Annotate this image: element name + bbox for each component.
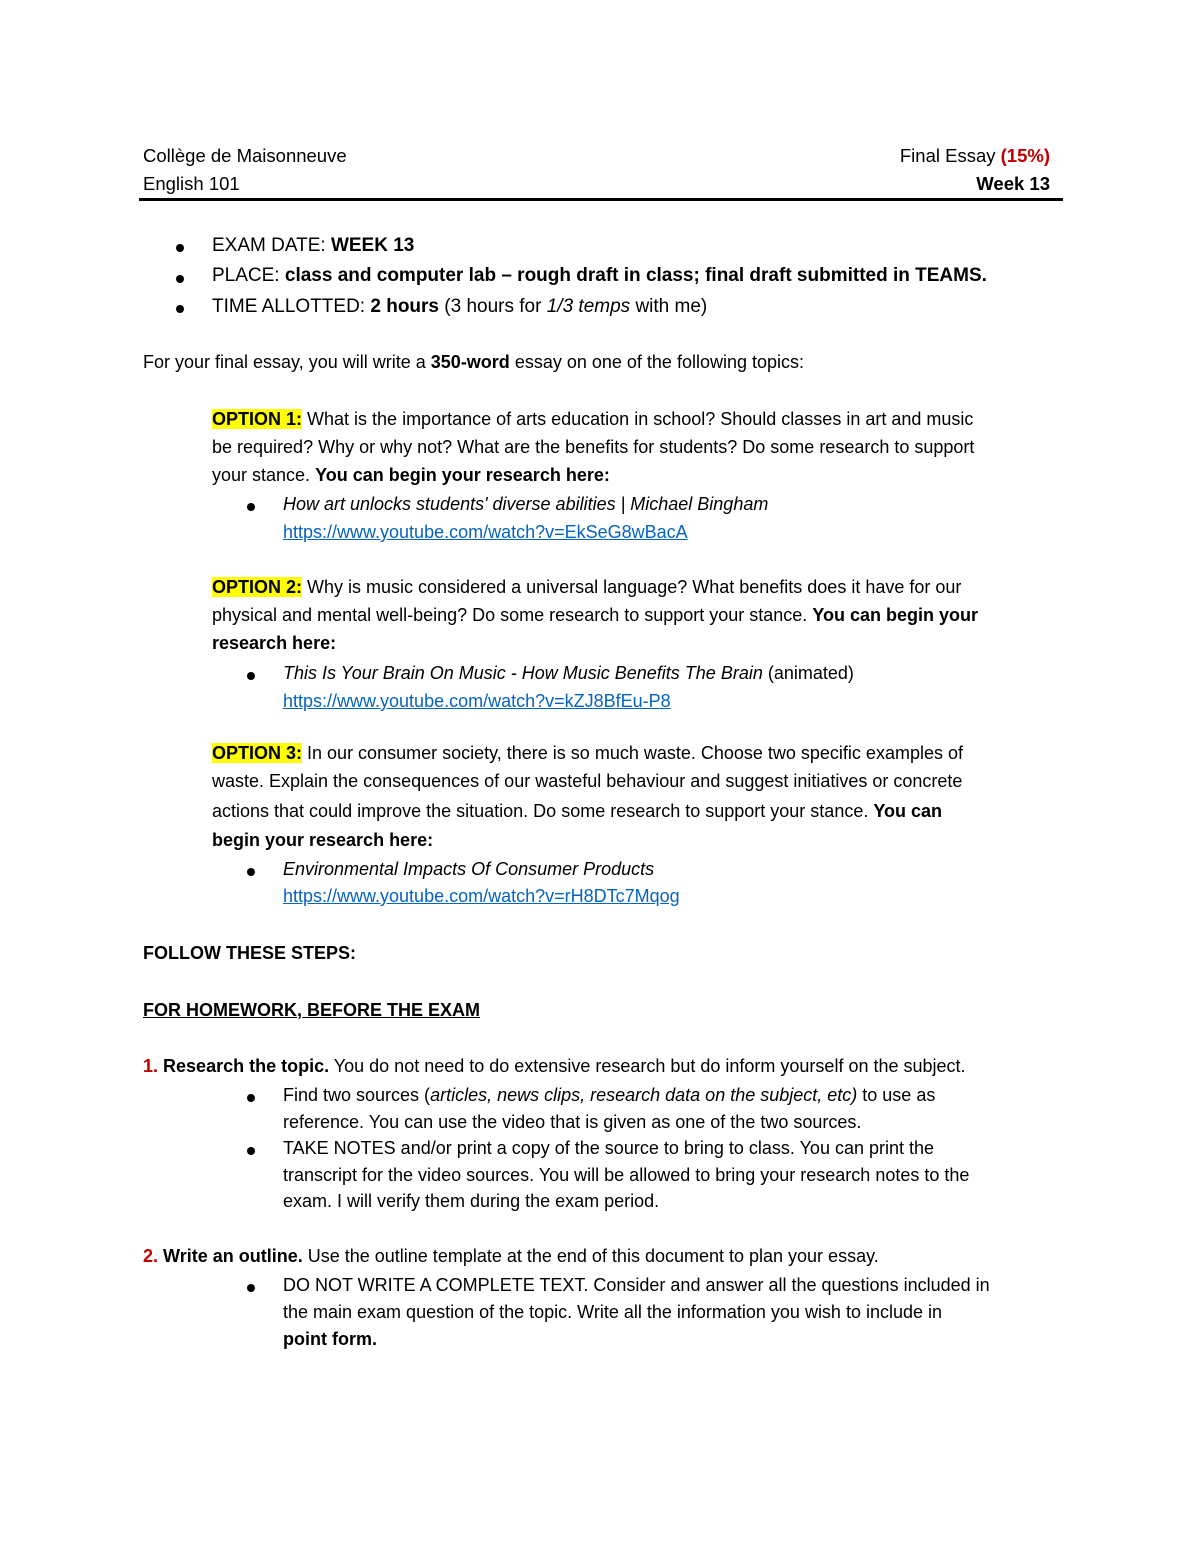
option-3-source-link[interactable]: https://www.youtube.com/watch?v=rH8DTc7Mqog — [283, 886, 680, 906]
option-2-source-title: This Is Your Brain On Music - How Music Benefits The Brain — [283, 663, 763, 683]
step-1-bullet-1-text: Find two sources ( — [283, 1085, 431, 1105]
header-divider — [139, 198, 1063, 201]
intro-paragraph — [143, 353, 804, 371]
bullet-icon — [247, 503, 255, 511]
time-value: 2 hours — [370, 296, 439, 317]
step-1-line — [143, 1057, 966, 1075]
place-label: PLACE: — [212, 265, 280, 286]
essay-label: Final Essay — [899, 145, 996, 166]
bullet-icon — [176, 244, 184, 252]
option-3-source-title: Environmental Impacts Of Consumer Products — [283, 859, 655, 879]
step-2-number: 2. — [143, 1246, 159, 1266]
option-1-source-title: How art unlocks students' diverse abilities | Michael Bingham — [283, 494, 769, 514]
week-label: Week 13 — [976, 173, 1050, 194]
option-1-source-link[interactable]: https://www.youtube.com/watch?v=EkSeG8wBacA — [283, 522, 688, 542]
course-name: English 101 — [143, 173, 240, 194]
option-3-line-2: waste. Explain the consequences of our wasteful behaviour and suggest initiatives or concrete — [212, 771, 963, 791]
place-line — [212, 266, 987, 285]
bullet-icon — [247, 1284, 255, 1292]
option-2-source — [283, 664, 854, 682]
option-1-line-1 — [212, 410, 973, 428]
option-3-line-4: begin your research here: — [212, 830, 434, 850]
step-1-bullet-1-line-1 — [283, 1086, 935, 1104]
homework-subheading: FOR HOMEWORK, BEFORE THE EXAM — [143, 1000, 480, 1020]
steps-heading: FOLLOW THESE STEPS: — [143, 943, 357, 963]
bullet-icon — [176, 305, 184, 313]
option-3-text-cont: actions that could improve the situation. Do some research to support your stance. — [212, 801, 869, 821]
step-2-bullet-1-line-3: point form. — [283, 1329, 377, 1349]
option-1-line-2: be required? Why or why not? What are the benefits for students? Do some research to support — [212, 437, 975, 457]
option-2-label: OPTION 2: — [212, 577, 303, 597]
step-1-bullet-1-italic: articles, news clips, research data on the subject, etc) — [430, 1085, 858, 1105]
option-3-text: In our consumer society, there is so much waste. Choose two specific examples of — [307, 743, 963, 763]
option-3-line-3 — [212, 802, 942, 820]
option-2-line-3: research here: — [212, 633, 337, 653]
option-3-label: OPTION 3: — [212, 743, 303, 763]
step-1-number: 1. — [143, 1056, 159, 1076]
option-2-source-note: (animated) — [767, 663, 854, 683]
college-name: Collège de Maisonneuve — [143, 145, 347, 166]
intro-text-end: essay on one of the following topics: — [514, 352, 805, 372]
step-2-bullet-1-line-2: the main exam question of the topic. Write all the information you wish to include in — [283, 1302, 943, 1322]
option-1-label: OPTION 1: — [212, 409, 303, 429]
place-value: class and computer lab – rough draft in class; final draft submitted in TEAMS. — [284, 265, 987, 286]
option-1-text-end: your stance. — [212, 465, 311, 485]
exam-date-value: WEEK 13 — [330, 235, 415, 256]
step-1-text: You do not need to do extensive research but do inform yourself on the subject. — [333, 1056, 966, 1076]
time-note-end: with me) — [635, 296, 708, 317]
intro-text: For your final essay, you will write a — [143, 352, 426, 372]
step-1-bullet-1-line-2: reference. You can use the video that is given as one of the two sources. — [283, 1112, 862, 1132]
exam-date-label: EXAM DATE: — [212, 235, 326, 256]
option-2-text-cont: physical and mental well-being? Do some research to support your stance. — [212, 605, 808, 625]
option-2-line-2 — [212, 606, 978, 624]
step-1-title: Research the topic. — [163, 1056, 330, 1076]
step-2-line — [143, 1247, 879, 1265]
time-line — [212, 297, 707, 316]
step-1-bullet-2-line-2: transcript for the video sources. You will be allowed to bring your research notes to the — [283, 1165, 970, 1185]
exam-date-line — [212, 236, 414, 255]
option-1-text: What is the importance of arts education in school? Should classes in art and music — [307, 409, 974, 429]
step-2-title: Write an outline. — [163, 1246, 303, 1266]
step-1-bullet-2-line-1: TAKE NOTES and/or print a copy of the source to bring to class. You can print the — [283, 1138, 935, 1158]
step-1-bullet-2-line-3: exam. I will verify them during the exam period. — [283, 1191, 660, 1211]
option-1-research-prompt: You can begin your research here: — [315, 465, 610, 485]
bullet-icon — [247, 1147, 255, 1155]
option-3-research-prompt: You can — [873, 801, 943, 821]
option-2-research-prompt: You can begin your — [812, 605, 979, 625]
word-count: 350-word — [430, 352, 510, 372]
option-2-source-link[interactable]: https://www.youtube.com/watch?v=kZJ8BfEu-P8 — [283, 691, 671, 711]
bullet-icon — [176, 275, 184, 283]
bullet-icon — [247, 868, 255, 876]
step-2-text: Use the outline template at the end of this document to plan your essay. — [307, 1246, 879, 1266]
bullet-icon — [247, 1094, 255, 1102]
option-3-line-1 — [212, 744, 963, 762]
bullet-icon — [247, 672, 255, 680]
time-note-italic: 1/3 temps — [546, 296, 631, 317]
essay-title — [900, 147, 1050, 166]
essay-weight: (15%) — [1000, 145, 1050, 166]
option-1-line-3 — [212, 466, 610, 484]
step-1-bullet-1-text-end: to use as — [862, 1085, 936, 1105]
step-2-bullet-1-line-1: DO NOT WRITE A COMPLETE TEXT. Consider and answer all the questions included in — [283, 1275, 990, 1295]
time-label: TIME ALLOTTED: — [212, 296, 366, 317]
option-2-line-1 — [212, 578, 961, 596]
option-2-text: Why is music considered a universal language? What benefits does it have for our — [307, 577, 962, 597]
time-note: (3 hours for — [444, 296, 542, 317]
